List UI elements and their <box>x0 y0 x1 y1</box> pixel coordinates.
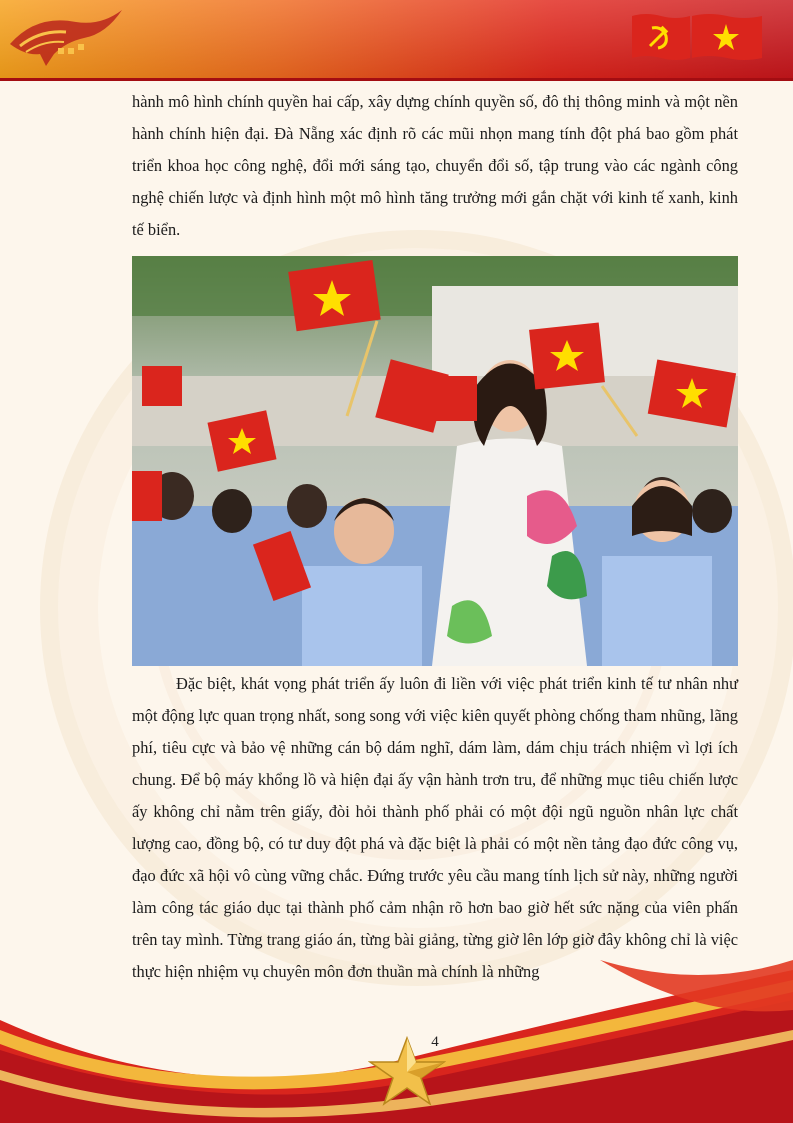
yellow-star-flag-icon <box>692 12 762 62</box>
hammer-sickle-flag-icon <box>632 12 690 62</box>
lac-bird-motif-icon <box>6 4 126 72</box>
paragraph-bottom: Đặc biệt, khát vọng phát triển ấy luôn đi liền với việc phát triển kinh tế tư nhân như một động lực quan trọng nhất, song song với việc kiên quyết phòng chống tham nhũng, lãng phí, tiêu cực và bảo vệ những cán bộ dám nghĩ, dám làm, dám chịu trách nhiệm vì lợi ích chung. Để bộ máy khổng lồ và hiện đại ấy vận hành trơn tru, để những mục tiêu chiến lược ấy không chỉ nằm trên giấy, đòi hỏi thành phố phải có một đội ngũ nguồn nhân lực chất lượng cao, đồng bộ, có tư duy đột phá và đặc biệt là phải có một nền tảng đạo đức công vụ, đạo đức xã hội vô cùng vững chắc. Đứng trước yêu cầu mang tính lịch sử này, những người làm công tác giáo dục tại thành phố cảm nhận rõ hơn bao giờ hết sức nặng của viên phấn trên tay mình. Từng trang giáo án, từng bài giảng, từng giờ lên lớp giờ đây không chỉ là việc thực hiện nhiệm vụ chuyên môn đơn thuần mà chính là những <box>132 674 738 981</box>
top-banner <box>0 0 793 81</box>
paragraph-top: hành mô hình chính quyền hai cấp, xây dựng chính quyền số, đô thị thông minh và một nền hành chính hiện đại. Đà Nẵng xác định rõ các mũi nhọn mang tính đột phá bao gồm phát triển khoa học công nghệ, đổi mới sáng tạo, chuyển đổi số, tập trung vào các ngành công nghệ chiến lược và định hình một mô hình tăng trưởng mới gắn chặt với kinh tế xanh, kinh tế biển. <box>132 92 738 239</box>
photo-teacher-students-flags <box>132 256 738 666</box>
body-text-bottom <box>132 668 738 988</box>
page-number: 4 <box>431 1034 439 1050</box>
body-text-top <box>132 86 738 246</box>
